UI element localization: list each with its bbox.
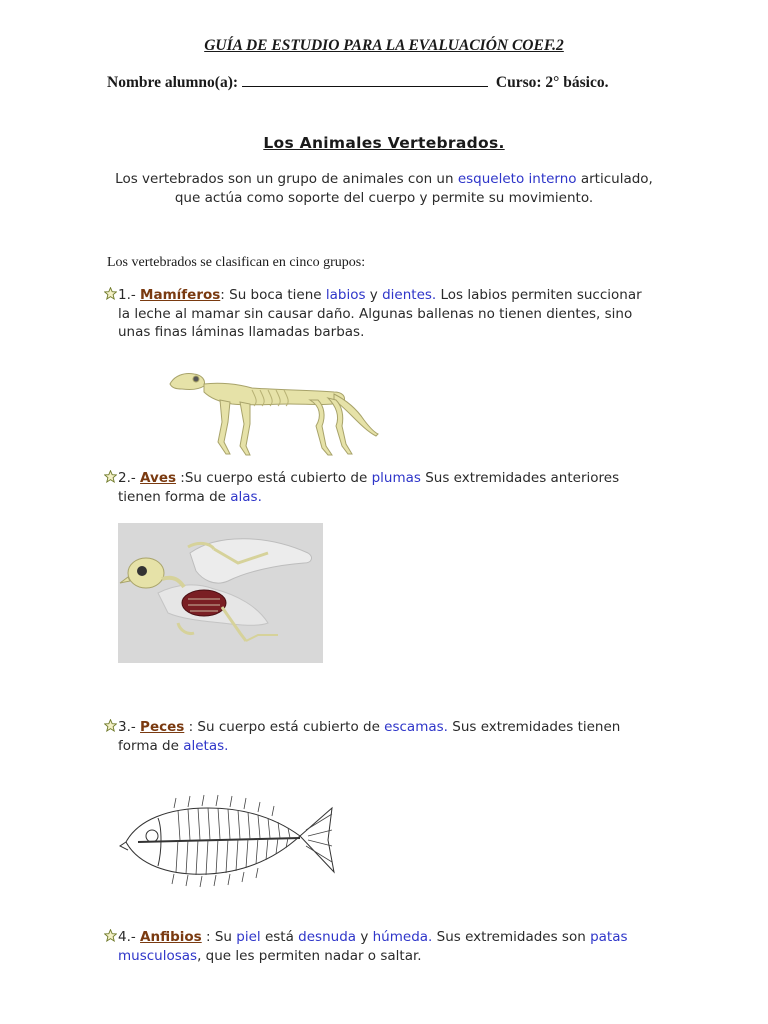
star-bullet-icon <box>104 287 117 300</box>
student-name-line <box>107 73 608 92</box>
item-number: 4.- <box>118 929 141 945</box>
item-keyword: húmeda. <box>372 929 433 945</box>
item-name: Anfibios <box>140 929 202 945</box>
classification-intro: Los vertebrados se clasifican en cinco grupos: <box>107 255 366 270</box>
star-bullet-icon <box>104 470 117 483</box>
item-keyword: musculosas <box>118 947 198 964</box>
star-bullet-icon <box>104 929 117 942</box>
item-keyword: alas. <box>230 488 262 505</box>
list-item <box>104 286 664 342</box>
item-text: Sus extremidades tienen <box>447 719 621 735</box>
intro-paragraph <box>100 170 668 207</box>
item-keyword: patas <box>590 929 628 945</box>
item-keyword: plumas <box>371 470 421 486</box>
item-text: tienen forma de <box>118 488 231 505</box>
item-text: , que les permiten nadar o saltar. <box>197 947 422 964</box>
fish-skeleton-image <box>118 790 340 890</box>
course-label: Curso: 2° básico. <box>495 74 609 91</box>
item-text: la leche al mamar sin causar daño. Algunas ballenas no tienen dientes, sino <box>118 305 633 322</box>
item-number: 3.- <box>118 719 141 735</box>
item-keyword: labios <box>325 287 366 303</box>
item-name: Aves <box>140 470 177 486</box>
item-name: Peces <box>140 719 185 735</box>
item-text: : Su <box>201 929 237 945</box>
item-text: : Su cuerpo está cubierto de <box>184 719 385 735</box>
item-text: : Su boca tiene <box>220 287 326 303</box>
item-name: Mamíferos <box>140 287 221 303</box>
item-number: 1.- <box>118 287 141 303</box>
item-keyword: piel <box>236 929 261 945</box>
star-bullet-icon <box>104 719 117 732</box>
item-text: unas finas láminas llamadas barbas. <box>118 324 365 340</box>
item-keyword: desnuda <box>298 929 357 945</box>
item-text: y <box>365 287 383 303</box>
item-text: y <box>356 929 373 945</box>
item-text: Sus extremidades anteriores <box>420 470 620 486</box>
item-keyword: dientes. <box>382 287 437 303</box>
intro-text: que actúa como soporte del cuerpo y permite su movimiento. <box>174 189 594 206</box>
item-text: Los labios permiten succionar <box>436 287 642 303</box>
list-item <box>104 469 664 506</box>
section-title: Los Animales Vertebrados. <box>263 134 505 152</box>
item-text: está <box>260 929 299 945</box>
item-keyword: escamas. <box>384 719 448 735</box>
intro-keyword: esqueleto interno <box>457 171 577 187</box>
item-number: 2.- <box>118 470 141 486</box>
item-text: forma de <box>118 737 184 754</box>
list-item <box>104 928 664 965</box>
document-title: GUÍA DE ESTUDIO PARA LA EVALUACIÓN COEF.2 <box>204 37 564 54</box>
item-keyword: aletas. <box>183 737 229 754</box>
name-blank-field[interactable] <box>242 73 488 87</box>
item-text: :Su cuerpo está cubierto de <box>176 470 372 486</box>
name-label: Nombre alumno(a): <box>107 74 239 91</box>
list-item <box>104 718 664 755</box>
bird-skeleton-image <box>118 523 323 663</box>
intro-text: Los vertebrados son un grupo de animales con un <box>115 171 458 187</box>
intro-text: articulado, <box>576 171 653 187</box>
dog-skeleton-image <box>160 362 382 460</box>
item-text: Sus extremidades son <box>432 929 591 945</box>
